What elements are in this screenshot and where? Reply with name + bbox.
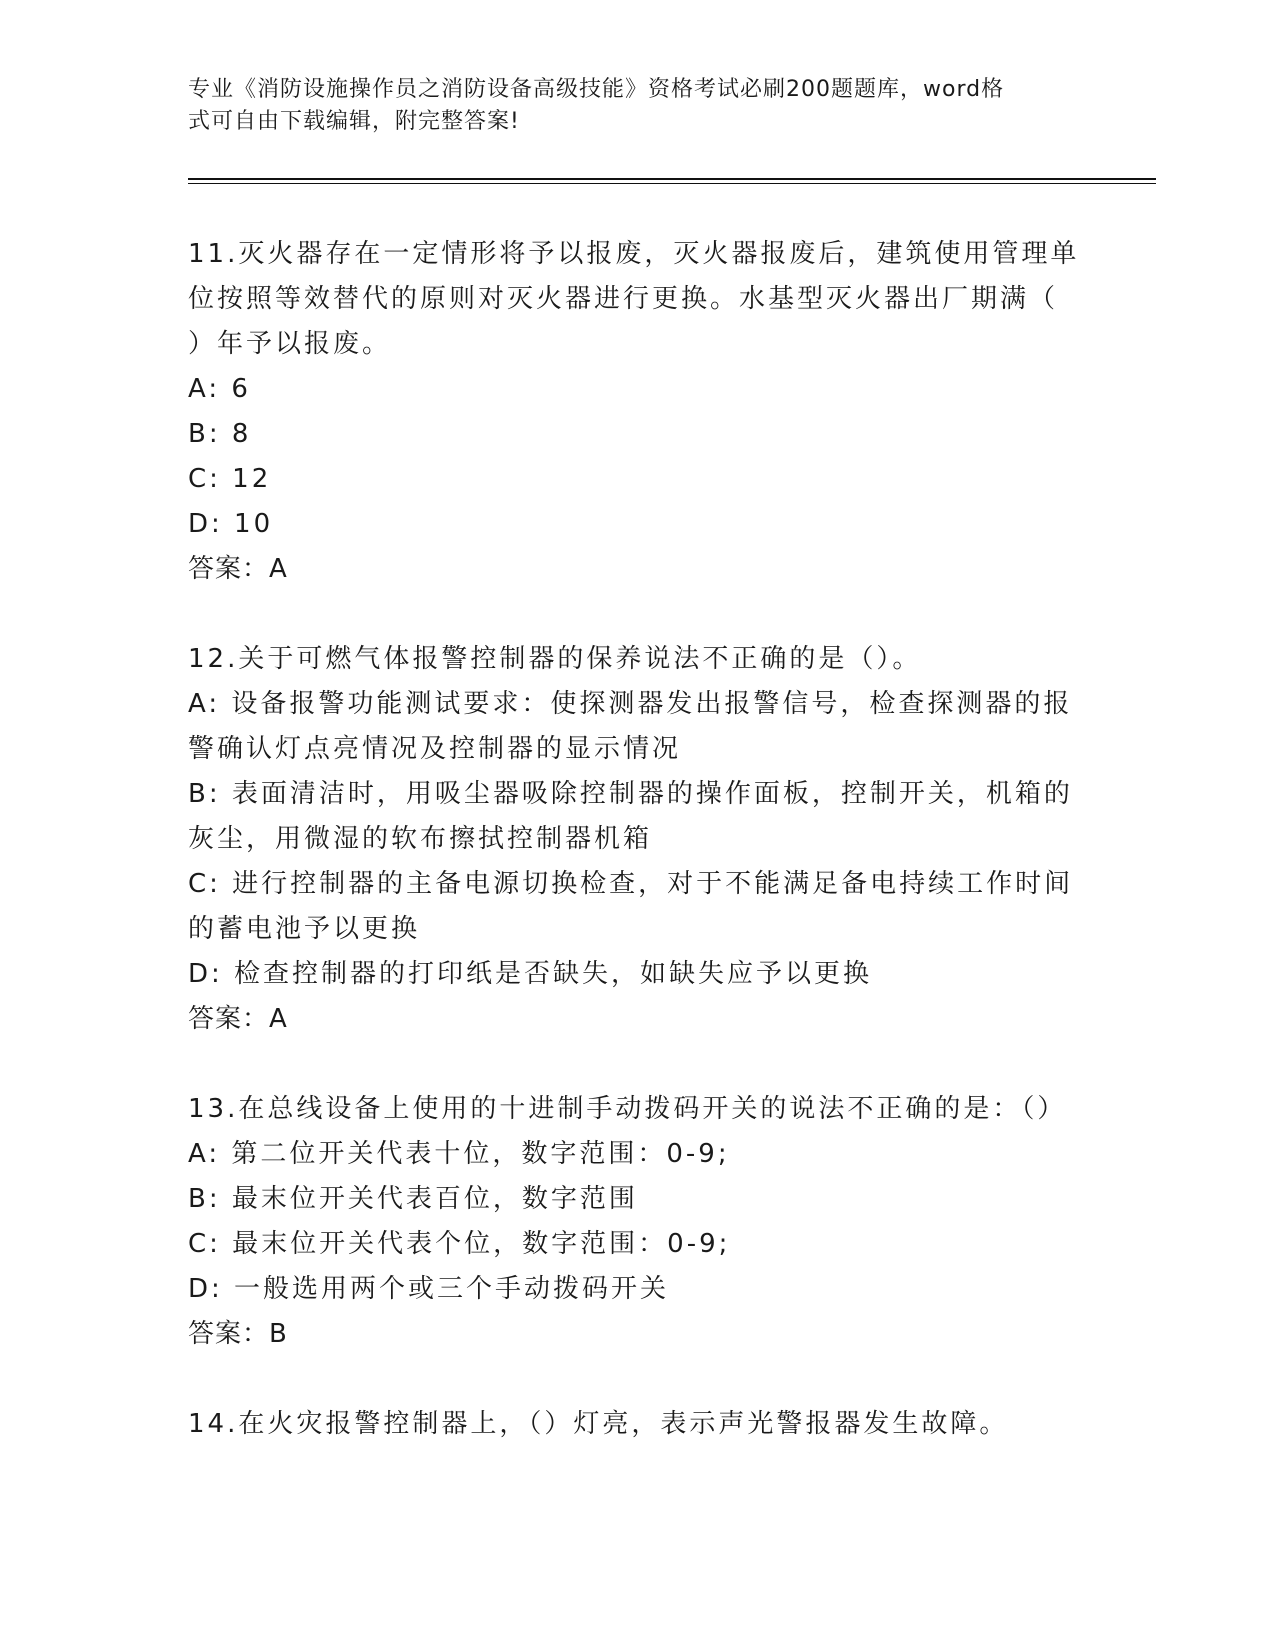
answer-option bbox=[188, 412, 1088, 457]
answer-option-line: 警确认灯点亮情况及控制器的显示情况 bbox=[188, 734, 682, 764]
answer-option-line: D: 10 bbox=[188, 509, 274, 539]
question-stem-line: 12.关于可燃气体报警控制器的保养说法不正确的是（）。 bbox=[188, 644, 922, 674]
answer-option bbox=[188, 502, 1088, 547]
answer-option bbox=[188, 1132, 1088, 1177]
question-stem-line: 11.灭火器存在一定情形将予以报废，灭火器报废后，建筑使用管理单 bbox=[188, 239, 1080, 269]
answer-option-line: B: 8 bbox=[188, 419, 252, 449]
question-block bbox=[188, 232, 1088, 592]
header-divider-thick bbox=[188, 178, 1156, 180]
question-stem-line: 位按照等效替代的原则对灭火器进行更换。水基型灭火器出厂期满（ bbox=[188, 284, 1059, 314]
answer-option bbox=[188, 1177, 1088, 1222]
header-line-1: 专业《消防设施操作员之消防设备高级技能》资格考试必刷200题题库，word格 bbox=[188, 77, 1005, 102]
answer-option-line: D: 检查控制器的打印纸是否缺失，如缺失应予以更换 bbox=[188, 959, 873, 989]
question-stem-line: 13.在总线设备上使用的十进制手动拨码开关的说法不正确的是：（） bbox=[188, 1094, 1067, 1124]
document-header bbox=[188, 74, 1078, 138]
answer-option bbox=[188, 1267, 1088, 1312]
answer-option bbox=[188, 457, 1088, 502]
question-stem-line: ）年予以报废。 bbox=[188, 329, 392, 359]
answer-option bbox=[188, 952, 1088, 997]
answer-option-line: B: 表面清洁时，用吸尘器吸除控制器的操作面板，控制开关，机箱的 bbox=[188, 779, 1073, 809]
question-stem-line: 14.在火灾报警控制器上，（）灯亮，表示声光警报器发生故障。 bbox=[188, 1409, 1009, 1439]
answer-option-line: A: 设备报警功能测试要求：使探测器发出报警信号，检查探测器的报 bbox=[188, 689, 1073, 719]
answer-option-line: D: 一般选用两个或三个手动拨码开关 bbox=[188, 1274, 670, 1304]
header-line-2: 式可自由下载编辑，附完整答案! bbox=[188, 109, 520, 134]
header-divider-thin bbox=[188, 183, 1156, 184]
correct-answer: 答案：A bbox=[188, 1004, 288, 1034]
question-list bbox=[188, 232, 1088, 1492]
answer-option-line: C: 最末位开关代表个位，数字范围：0-9; bbox=[188, 1229, 731, 1259]
correct-answer: 答案：B bbox=[188, 1319, 288, 1349]
answer-option-line: C: 12 bbox=[188, 464, 272, 494]
answer-option bbox=[188, 682, 1088, 772]
answer-option-line: C: 进行控制器的主备电源切换检查，对于不能满足备电持续工作时间 bbox=[188, 869, 1074, 899]
answer-option-line: B: 最末位开关代表百位，数字范围 bbox=[188, 1184, 638, 1214]
answer-option-line: 的蓄电池予以更换 bbox=[188, 914, 421, 944]
answer-option bbox=[188, 367, 1088, 412]
answer-option-line: 灰尘，用微湿的软布擦拭控制器机箱 bbox=[188, 824, 653, 854]
question-block bbox=[188, 1402, 1088, 1447]
answer-option bbox=[188, 862, 1088, 952]
question-block bbox=[188, 1087, 1088, 1357]
correct-answer: 答案：A bbox=[188, 554, 288, 584]
answer-option bbox=[188, 772, 1088, 862]
answer-option-line: A: 第二位开关代表十位，数字范围：0-9; bbox=[188, 1139, 730, 1169]
question-block bbox=[188, 637, 1088, 1042]
answer-option-line: A: 6 bbox=[188, 374, 251, 404]
answer-option bbox=[188, 1222, 1088, 1267]
